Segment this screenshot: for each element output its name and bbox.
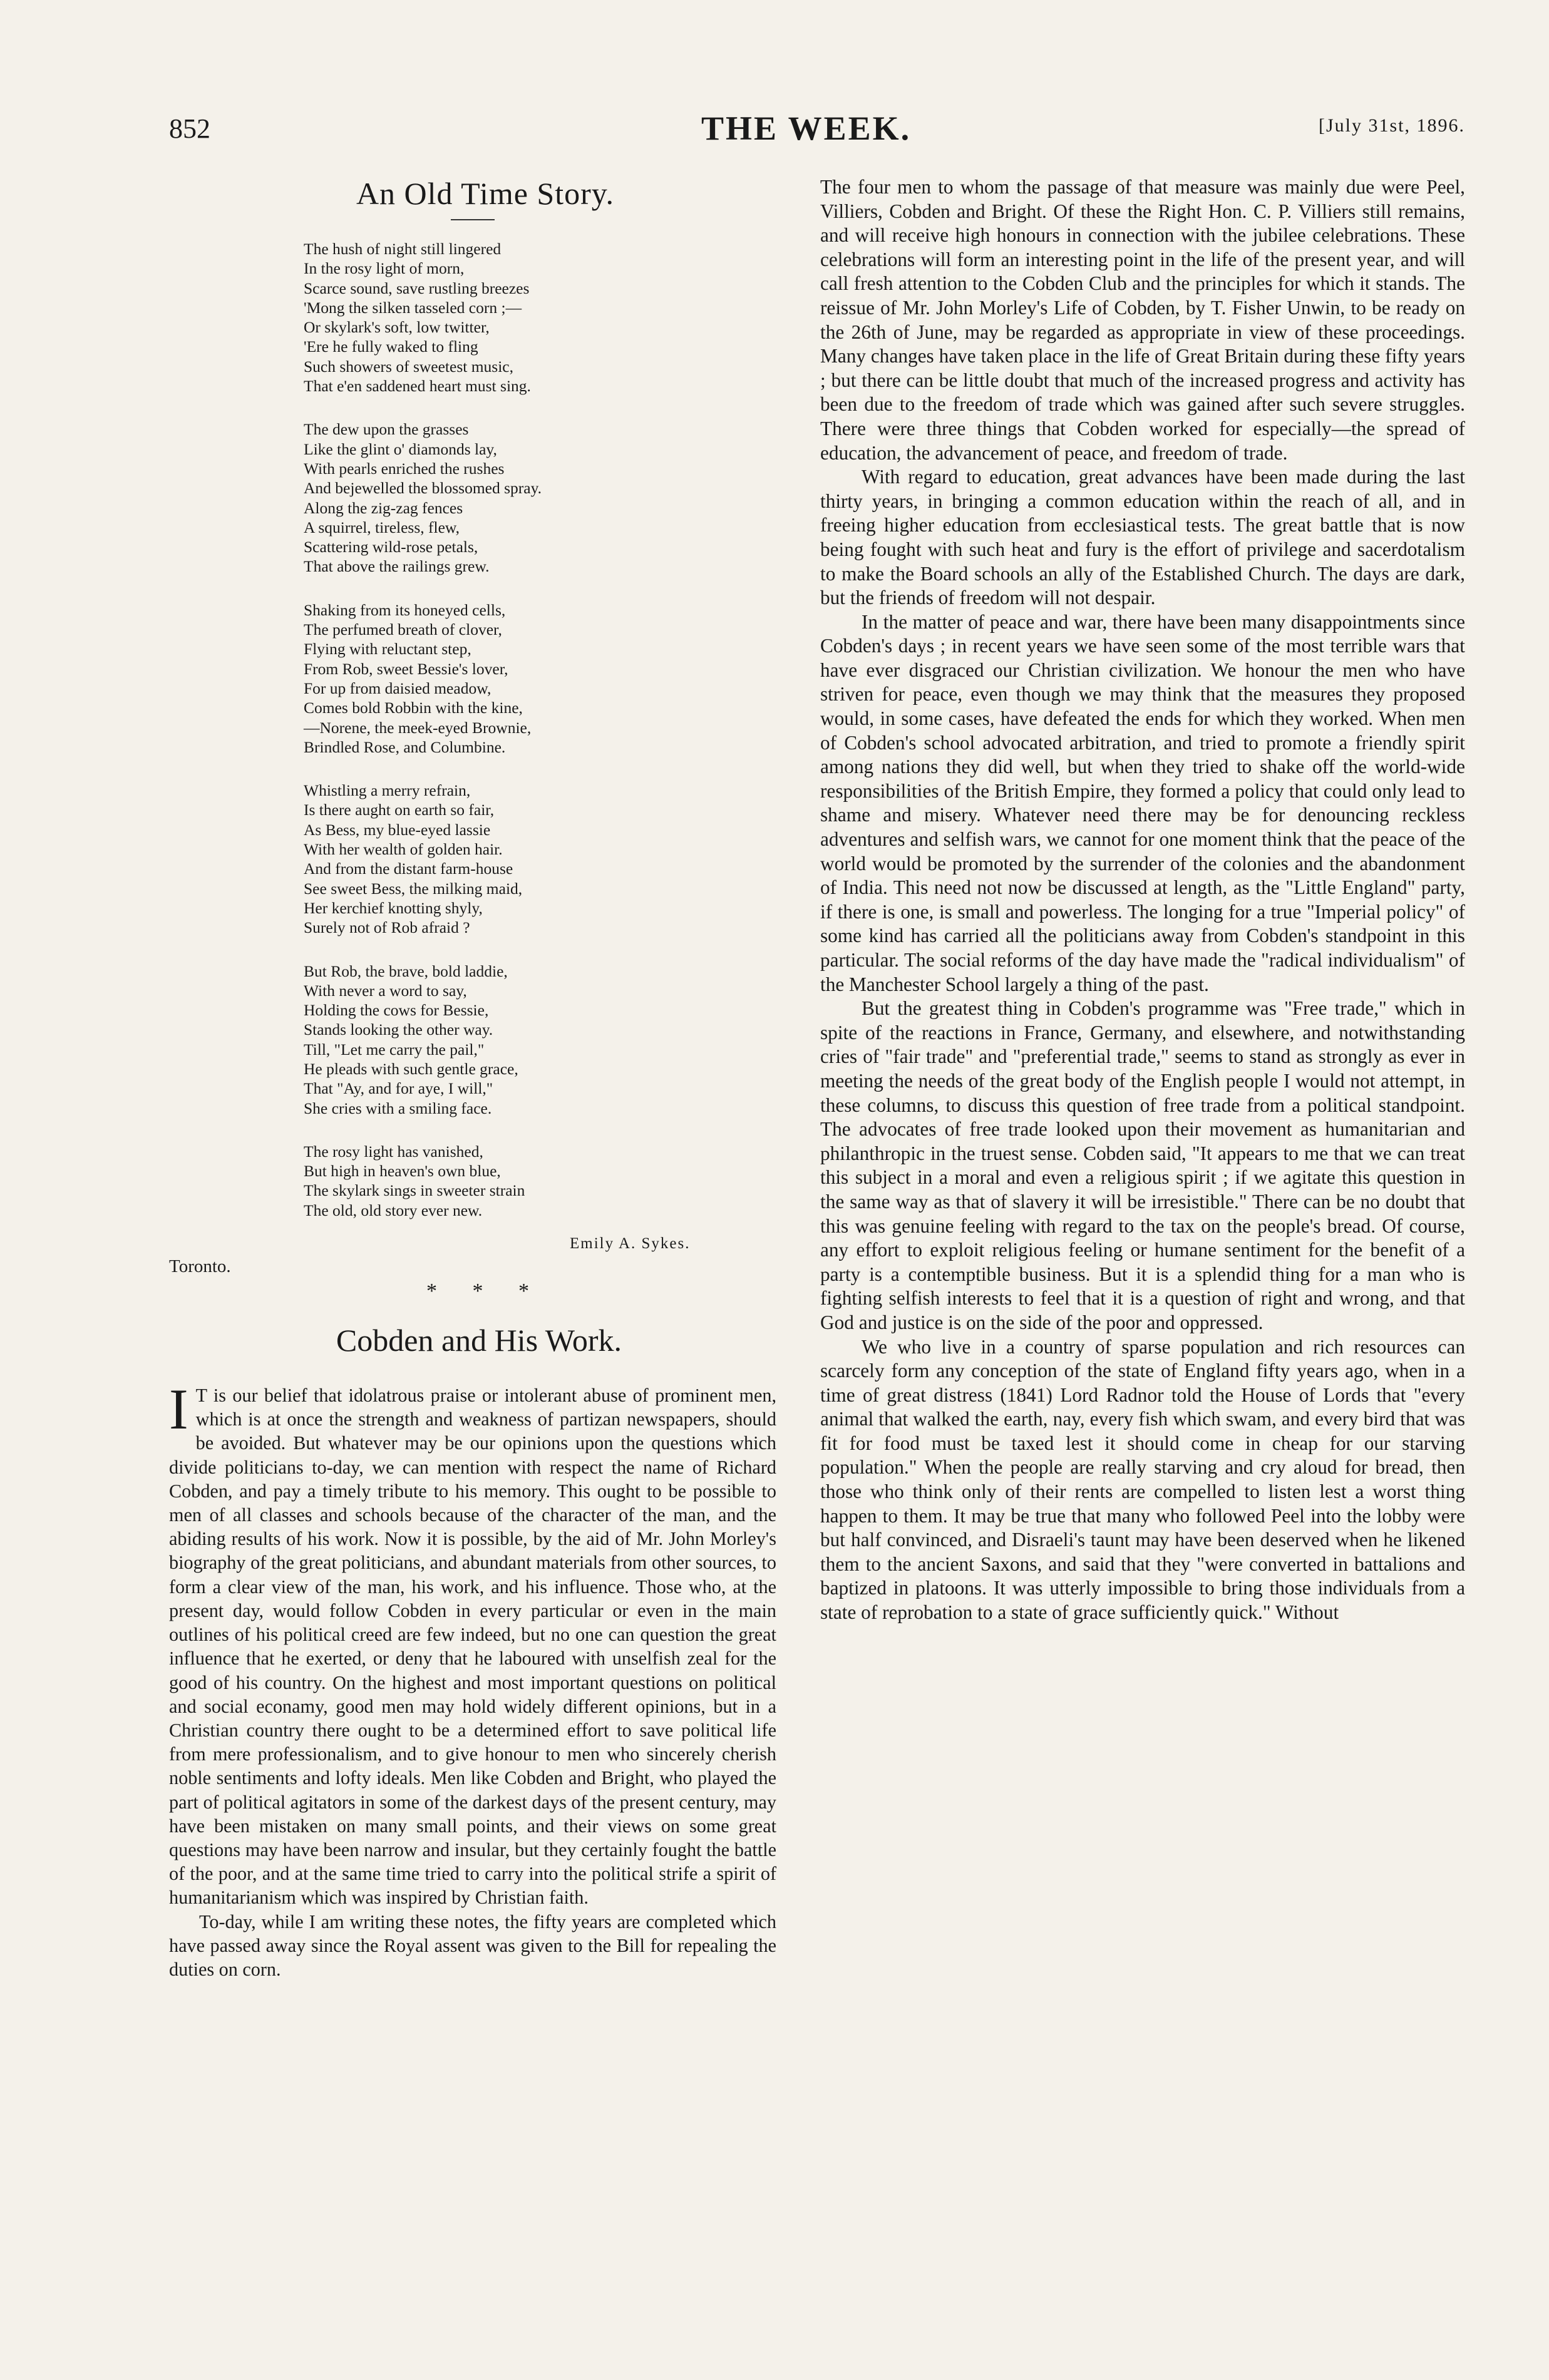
poem-line: That above the railings grew. bbox=[304, 557, 490, 576]
poem-line: With pearls enriched the rushes bbox=[304, 459, 505, 478]
poem-line: Comes bold Robbin with the kine, bbox=[304, 699, 523, 717]
poem-line: The skylark sings in sweeter strain bbox=[304, 1181, 525, 1200]
poem-line: Flying with reluctant step, bbox=[304, 640, 471, 659]
poem-line: Such showers of sweetest music, bbox=[304, 357, 513, 376]
poem-line: Is there aught on earth so fair, bbox=[304, 801, 495, 819]
poem-stanza bbox=[304, 419, 776, 576]
section-separator: * * * bbox=[426, 1280, 544, 1303]
right-column bbox=[820, 175, 1465, 1625]
poem-line: She cries with a smiling face. bbox=[304, 1099, 492, 1117]
poem-body bbox=[304, 239, 776, 1220]
article-paragraph: But the greatest thing in Cobden's programme was "Free trade," which in spite of the reactions in France, Germany, and elsewhere, and notwithstanding cries of "fair trade" and "preferential trade," seems to stand as strongly as ever in meeting the needs of the great body of the English people I would not attempt, in these columns, to discuss this question of free trade from a political standpoint. The advocates of free trade looked upon their movement as humanitarian and philanthropic in the truest sense. Cobden said, "It appears to me that we can treat this subject in a moral and even a religious spirit ; if we agitate this question in the same way as that of slavery it will be irresistible." There can be no doubt that this was genuine feeling with regard to the tax on the people's bread. Of course, any effort to exploit religious feeling or humane sentiment for the benefit of a party is a contemptible business. But it is a splendid thing for a man who is fighting selfish interests to feel that it is a question of right and wrong, and that God and justice is on the side of the poor and oppressed. bbox=[820, 997, 1465, 1333]
poem-line: In the rosy light of morn, bbox=[304, 259, 465, 278]
issue-date: [July 31st, 1896. bbox=[1318, 115, 1465, 136]
poem-line: The dew upon the grasses bbox=[304, 420, 469, 439]
poem-line: As Bess, my blue-eyed lassie bbox=[304, 820, 491, 839]
poem-line: That "Ay, and for aye, I will," bbox=[304, 1079, 493, 1098]
left-column bbox=[169, 175, 776, 1981]
article-paragraph: We who live in a country of sparse population and rich resources can scarcely form any conception of the state of England fifty years ago, when in a time of great distress (1841) Lord Radnor told the House of Lords that "every animal that walked the earth, nay, every fish which swam, and every bird that was fit for food must be taxed lest it should come in cheap for our starving population." When the people are really starving and cry aloud for bread, then those who think only of their rents are compelled to listen lest a worst thing happen to them. It may be true that many who followed Peel into the lobby were but half convinced, and Disraeli's taunt may have been deserved when he likened them to the ancient Saxons, and said that they "were converted in battalions and baptized in platoons. It was utterly impossible to bring those individuals from a state of reprobation to a state of grace sufficiently quick." Without bbox=[820, 1335, 1465, 1624]
poem-stanza bbox=[304, 962, 776, 1118]
poem-line: And from the distant farm-house bbox=[304, 859, 513, 878]
poem-line: Her kerchief knotting shyly, bbox=[304, 898, 483, 917]
paragraph-text: T is our belief that idolatrous praise or intolerant abuse of prominent men, which is at once the strength and weakness of partizan newspapers, should be avoided. But whatever may be our opinions upon the questions which divide politicians to-day, we can mention with respect the name of Richard Cobden, and pay a timely tribute to his memory. This ought to be possible to men of all classes and schools because of the character of the man, and the abiding results of his work. Now it is possible, by the aid of Mr. John Morley's biography of the great politicians, and abundant materials from other sources, to form a clear view of the man, his work, and his influence. Those who, at the present day, would follow Cobden in every particular or even in the main outlines of his political creed are few indeed, but no one can question the great influence that he exerted, or deny that he laboured with unselfish zeal for the good of his country. On the highest and most important questions on political and social econamy, good men may hold widely different opinions, but in a Christian country there ought to be a determined effort to save political life from mere professionalism, and to give honour to men who sincerely cherish noble sentiments and lofty ideals. Men like Cobden and Bright, who played the part of political agitators in some of the darkest days of the present century, may have been mistaken on many small points, and their views on some great questions may have been narrow and insular, but they certainly fought the battle of the poor, and at the same time tried to carry into the political strife a spirit of humanitarianism which was inspired by Christian faith. bbox=[169, 1385, 776, 1909]
poem-line: With never a word to say, bbox=[304, 981, 467, 1000]
poem-line: But Rob, the brave, bold laddie, bbox=[304, 962, 508, 980]
article-paragraph: To-day, while I am writing these notes, the fifty years are completed which have passed away since the Royal assent was given to the Bill for repealing the duties on corn. bbox=[169, 1911, 776, 1980]
poem-stanza bbox=[304, 1142, 776, 1220]
page-number: 852 bbox=[169, 113, 210, 144]
poem-title: An Old Time Story. bbox=[356, 176, 615, 211]
poem-line: Along the zig-zag fences bbox=[304, 498, 463, 517]
article-paragraph bbox=[169, 1377, 776, 1909]
poem-line: He pleads with such gentle grace, bbox=[304, 1059, 518, 1078]
article-title: Cobden and His Work. bbox=[336, 1323, 622, 1358]
poem-place: Toronto. bbox=[169, 1256, 231, 1277]
poem-line: See sweet Bess, the milking maid, bbox=[304, 879, 523, 898]
poem-line: For up from daisied meadow, bbox=[304, 679, 491, 697]
poem-line: Like the glint o' diamonds lay, bbox=[304, 439, 497, 458]
drop-cap: I bbox=[169, 1377, 188, 1442]
poem-line: The hush of night still lingered bbox=[304, 240, 502, 258]
poem-line: Holding the cows for Bessie, bbox=[304, 1001, 489, 1020]
poem-line: Stands looking the other way. bbox=[304, 1020, 493, 1039]
poem-stanza bbox=[304, 239, 776, 396]
page-header bbox=[169, 110, 1465, 156]
poem-line: Till, "Let me carry the pail," bbox=[304, 1040, 485, 1059]
article-paragraph: The four men to whom the passage of that measure was mainly due were Peel, Villiers, Cobden and Bright. Of these the Right Hon. C. P. Villiers still remains, and will receive high honours in connection with the jubilee celebrations. These celebrations will form an interesting point in the life of the present year, and will call fresh attention to the Cobden Club and the principles for which it stands. The reissue of Mr. John Morley's Life of Cobden, by T. Fisher Unwin, to be ready on the 26th of June, may be regarded as appropriate in view of these proceedings. Many changes have taken place in the life of Great Britain during these fifty years ; but there can be little doubt that much of the increased progress and activity has been due to the freedom of trade which was gained after such severe struggles. There were three things that Cobden worked for especially—the spread of education, the advancement of peace, and freedom of trade. bbox=[820, 176, 1465, 464]
poem-line: Scarce sound, save rustling breezes bbox=[304, 279, 530, 297]
poem-stanza bbox=[304, 781, 776, 937]
poem-line: 'Ere he fully waked to fling bbox=[304, 337, 478, 356]
poem-line: 'Mong the silken tasseled corn ;— bbox=[304, 298, 522, 317]
poem-line: And bejewelled the blossomed spray. bbox=[304, 479, 542, 498]
article-paragraph: With regard to education, great advances have been made during the last thirty years, in bringing a common education within the reach of all, and in freeing higher education from ecclesiastical tests. The great battle that is now being fought with such heat and fury is the effort of privilege and sacerdotalism to make the Board schools an ally of the Established Church. The days are dark, but the friends of freedom will not despair. bbox=[820, 466, 1465, 609]
article-body-right bbox=[820, 175, 1465, 1625]
poem-line: Shaking from its honeyed cells, bbox=[304, 600, 506, 619]
article-paragraph: In the matter of peace and war, there have been many disappointments since Cobden's days ; in recent years we have seen some of the most terrible wars that have ever disgraced our Christian civilization. We honour the men who have striven for peace, even though we may think that the measures they proposed would, in some cases, have defeated the ends for which they worked. When men of Cobden's school advocated arbitration, and tried to promote a friendly spirit among nations they did well, but when they tried to shake off the world-wide responsibilities of the British Empire, they formed a policy that could only lead to shame and misery. Whatever need there may be for denouncing reckless adventures and selfish wars, we cannot for one moment think that the peace of the world would be promoted by the surrender of the colonies and the abandonment of India. This need not now be discussed at length, as the "Little England" party, if there is one, is small and powerless. The longing for a true "Imperial policy" of some kind has carried all the politicians away from Cobden's standpoint in this particular. The social reforms of the day have made the "radical individualism" of the Manchester School largely a thing of the past. bbox=[820, 610, 1465, 995]
article-body-left bbox=[169, 1377, 776, 1981]
poem-line: Brindled Rose, and Columbine. bbox=[304, 737, 506, 756]
poem-line: That e'en saddened heart must sing. bbox=[304, 377, 531, 396]
poem-line: Or skylark's soft, low twitter, bbox=[304, 318, 490, 337]
poem-author: Emily A. Sykes. bbox=[570, 1235, 691, 1253]
poem-line: The rosy light has vanished, bbox=[304, 1142, 483, 1161]
poem-line: From Rob, sweet Bessie's lover, bbox=[304, 659, 508, 678]
poem-line: Surely not of Rob afraid ? bbox=[304, 918, 470, 937]
poem-line: With her wealth of golden hair. bbox=[304, 840, 503, 859]
poem-line: The old, old story ever new. bbox=[304, 1201, 483, 1219]
poem-line: The perfumed breath of clover, bbox=[304, 620, 502, 639]
poem-stanza bbox=[304, 600, 776, 757]
poem-line: Scattering wild-rose petals, bbox=[304, 538, 478, 557]
poem-line: —Norene, the meek-eyed Brownie, bbox=[304, 718, 532, 737]
poem-line: Whistling a merry refrain, bbox=[304, 781, 471, 800]
title-rule bbox=[451, 219, 495, 220]
publication-title: THE WEEK. bbox=[701, 110, 912, 147]
poem-line: A squirrel, tireless, flew, bbox=[304, 518, 460, 536]
poem-line: But high in heaven's own blue, bbox=[304, 1162, 501, 1181]
